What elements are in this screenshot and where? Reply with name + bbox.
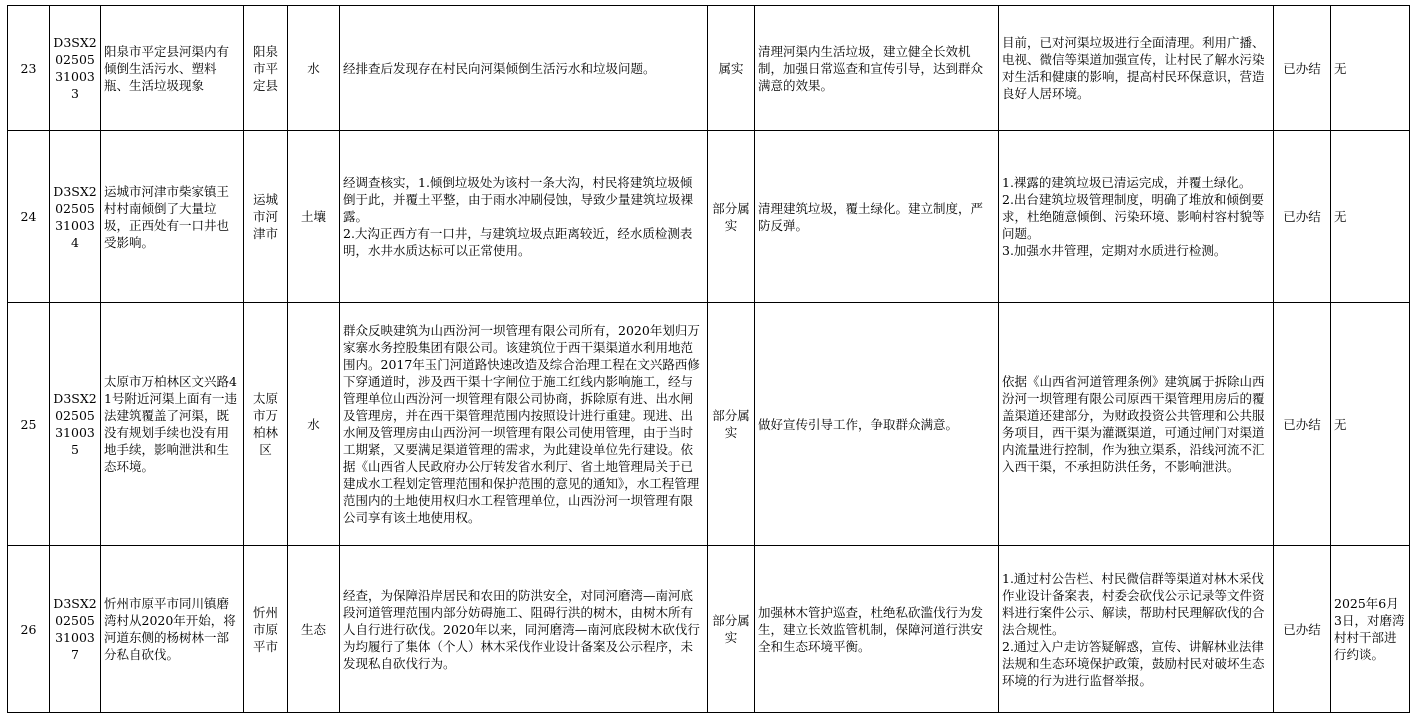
case-code: D3SX2 02505 31003 7 xyxy=(50,546,101,713)
accountability: 2025年6月3日，对磨湾村村干部进行约谈。 xyxy=(1331,546,1410,713)
investigation-finding: 经查，为保障沿岸居民和农田的防洪安全，对同河磨湾—南河底段河道管理范围内部分妨碍施工、阻碍行洪的树木，由树木所有人自行进行砍伐。2020年以来，同河磨湾—南河底段树木砍伐行为均履行了集体（个人）林木采伐作业设计备案及公示程序，未发现私自砍伐行为。 xyxy=(340,546,708,713)
verification-result: 部分属实 xyxy=(708,303,755,546)
table-row xyxy=(8,131,1410,303)
rectification-progress: 目前，已对河渠垃圾进行全面清理。利用广播、电视、微信等渠道加强宣传，让村民了解水污染对生活和健康的影响，提高村民环保意识，营造良好人居环境。 xyxy=(999,6,1274,131)
issue-description: 忻州市原平市同川镇磨湾村从2020年开始，将河道东侧的杨树林一部分私自砍伐。 xyxy=(101,546,244,713)
issue-description: 太原市万柏林区文兴路41号附近河渠上面有一违法建筑覆盖了河渠，既没有规划手续也没有用地手续，影响泄洪和生态环境。 xyxy=(101,303,244,546)
row-number: 25 xyxy=(8,303,50,546)
table-row xyxy=(8,546,1410,713)
rectification-measure: 清理建筑垃圾，覆土绿化。建立制度，严防反弹。 xyxy=(755,131,999,303)
completion-status: 已办结 xyxy=(1274,6,1331,131)
rectification-progress: 1.通过村公告栏、村民微信群等渠道对林木采伐作业设计备案表，村委会砍伐公示记录等文件资料进行案件公示、解读，帮助村民理解砍伐的合法合规性。 2.通过入户走访答疑解惑，宣传、讲解林业法律法规和生态环境保护政策，鼓励村民对破坏生态环境的行为进行监督举报。 xyxy=(999,546,1274,713)
region: 运城市河津市 xyxy=(244,131,288,303)
completion-status: 已办结 xyxy=(1274,303,1331,546)
verification-result: 部分属实 xyxy=(708,131,755,303)
rectification-measure: 清理河渠内生活垃圾，建立健全长效机制，加强日常巡查和宣传引导，达到群众满意的效果。 xyxy=(755,6,999,131)
case-code: D3SX2 02505 31003 3 xyxy=(50,6,101,131)
table-row xyxy=(8,6,1410,131)
pollution-type: 水 xyxy=(288,303,340,546)
row-number: 24 xyxy=(8,131,50,303)
pollution-type: 水 xyxy=(288,6,340,131)
region: 忻州市原平市 xyxy=(244,546,288,713)
investigation-finding: 经调查核实，1.倾倒垃圾处为该村一条大沟，村民将建筑垃圾倾倒于此，并覆土平整，由于雨水冲刷侵蚀，导致少量建筑垃圾裸露。 2.大沟正西方有一口井，与建筑垃圾点距离较近，经水质检测表明，水井水质达标可以正常使用。 xyxy=(340,131,708,303)
verification-result: 属实 xyxy=(708,6,755,131)
complaint-table xyxy=(7,5,1410,713)
region: 阳泉市平定县 xyxy=(244,6,288,131)
row-number: 26 xyxy=(8,546,50,713)
accountability: 无 xyxy=(1331,131,1410,303)
completion-status: 已办结 xyxy=(1274,131,1331,303)
rectification-measure: 做好宣传引导工作，争取群众满意。 xyxy=(755,303,999,546)
issue-description: 阳泉市平定县河渠内有倾倒生活污水、塑料瓶、生活垃圾现象 xyxy=(101,6,244,131)
pollution-type: 土壤 xyxy=(288,131,340,303)
accountability: 无 xyxy=(1331,6,1410,131)
issue-description: 运城市河津市柴家镇王村村南倾倒了大量垃圾，正西处有一口井也受影响。 xyxy=(101,131,244,303)
verification-result: 部分属实 xyxy=(708,546,755,713)
table-row xyxy=(8,303,1410,546)
rectification-measure: 加强林木管护巡查，杜绝私砍滥伐行为发生，建立长效监管机制，保障河道行洪安全和生态环境平衡。 xyxy=(755,546,999,713)
region: 太原市万柏林区 xyxy=(244,303,288,546)
case-code: D3SX2 02505 31003 4 xyxy=(50,131,101,303)
row-number: 23 xyxy=(8,6,50,131)
accountability: 无 xyxy=(1331,303,1410,546)
pollution-type: 生态 xyxy=(288,546,340,713)
rectification-progress: 依据《山西省河道管理条例》建筑属于拆除山西汾河一坝管理有限公司原西干渠管理用房后的覆盖渠道还建部分，为财政投资公共管理和公共服务项目，西干渠为灌溉渠道，可通过闸门对渠道内流量进行控制，作为独立渠系，沿线河流不汇入西干渠，不承担防洪任务，不影响泄洪。 xyxy=(999,303,1274,546)
case-code: D3SX2 02505 31003 5 xyxy=(50,303,101,546)
rectification-progress: 1.裸露的建筑垃圾已清运完成，并覆土绿化。 2.出台建筑垃圾管理制度，明确了堆放和倾倒要求，杜绝随意倾倒、污染环境、影响村容村貌等问题。 3.加强水井管理，定期对水质进行检测。 xyxy=(999,131,1274,303)
completion-status: 已办结 xyxy=(1274,546,1331,713)
investigation-finding: 经排查后发现存在村民向河渠倾倒生活污水和垃圾问题。 xyxy=(340,6,708,131)
investigation-finding: 群众反映建筑为山西汾河一坝管理有限公司所有，2020年划归万家寨水务控股集团有限公司。该建筑位于西干渠渠道水利用地范围内。2017年玉门河道路快速改造及综合治理工程在文兴路西修下穿通道时，涉及西干渠十字闸位于施工红线内影响施工，经与管理单位山西汾河一坝管理有限公司协商，拆除原有进、出水闸及管理房，并在西干渠管理范围内按照设计进行重建。现进、出水闸及管理房由山西汾河一坝管理有限公司使用管理，由于当时工期紧，又要满足渠道管理的需求，为此建设单位先行建设。依据《山西省人民政府办公厅转发省水利厅、省土地管理局关于已建成水工程划定管理范围和保护范围的意见的通知》，水工程管理范围内的土地使用权归水工程管理单位，山西汾河一坝管理有限公司享有该土地使用权。 xyxy=(340,303,708,546)
